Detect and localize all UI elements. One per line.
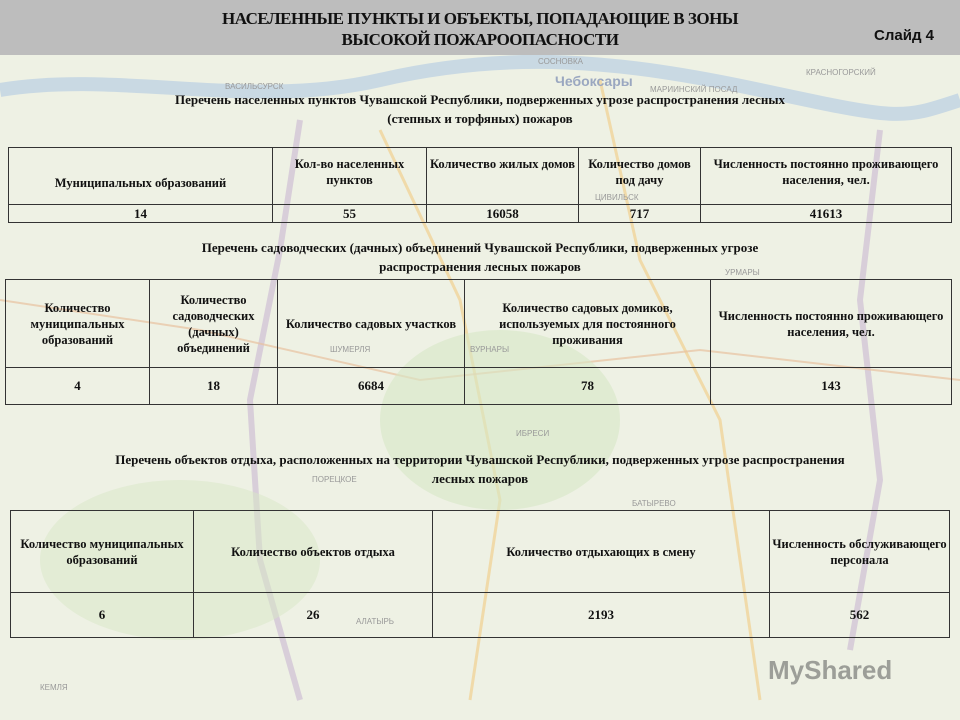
header-cell: Количество муниципальных образований	[11, 511, 194, 593]
header-cell: Количество домов под дачу	[579, 148, 701, 205]
caption-line: распространения лесных пожаров	[379, 259, 581, 274]
caption-line: лесных пожаров	[431, 471, 529, 486]
value-cell: 16058	[427, 205, 579, 223]
value-cell: 143	[711, 368, 952, 405]
map-label: СОСНОВКА	[538, 57, 583, 66]
title-line: НАСЕЛЕННЫЕ ПУНКТЫ И ОБЪЕКТЫ, ПОПАДАЮЩИЕ В ЗОНЫ	[221, 9, 739, 28]
value-cell: 78	[465, 368, 711, 405]
value-cell: 41613	[701, 205, 952, 223]
map-label: ИБРЕСИ	[516, 429, 550, 438]
header-cell: Количество садовых участков	[278, 280, 465, 368]
value-cell: 4	[6, 368, 150, 405]
value-cell: 14	[9, 205, 273, 223]
section1-caption	[60, 90, 900, 128]
header-cell: Количество муниципальных образований	[6, 280, 150, 368]
section3-caption	[20, 450, 940, 488]
value-cell: 562	[770, 593, 950, 638]
header-cell: Количество жилых домов	[427, 148, 579, 205]
map-label: АЛАТЫРЬ	[356, 617, 395, 626]
header-cell: Численность постоянно проживающего населения, чел.	[701, 148, 952, 205]
table-header-row	[6, 280, 952, 368]
caption-line: Перечень садоводческих (дачных) объединений Чувашской Республики, подверженных угрозе	[201, 240, 759, 255]
map-label: ВУРНАРЫ	[470, 345, 510, 354]
value-cell: 6	[11, 593, 194, 638]
map-label: КЕМЛЯ	[40, 683, 68, 692]
caption-line: (степных и торфяных) пожаров	[387, 111, 573, 126]
settlements-table	[8, 147, 952, 223]
slide-title	[120, 8, 840, 50]
title-line: ВЫСОКОЙ ПОЖАРООПАСНОСТИ	[341, 30, 619, 49]
header-cell: Количество объектов отдыха	[194, 511, 433, 593]
header-cell: Количество садоводческих (дачных) объединений	[150, 280, 278, 368]
map-label: ПОРЕЦКОЕ	[312, 475, 357, 484]
slide-number: Слайд 4	[874, 27, 934, 44]
map-label: ШУМЕРЛЯ	[330, 345, 371, 354]
value-cell: 18	[150, 368, 278, 405]
header-cell: Численность постоянно проживающего населения, чел.	[711, 280, 952, 368]
section2-caption	[60, 238, 900, 276]
value-cell: 6684	[278, 368, 465, 405]
header-cell: Количество садовых домиков, используемых для постоянного проживания	[465, 280, 711, 368]
table-row	[9, 205, 952, 223]
map-label: УРМАРЫ	[725, 268, 760, 277]
header-cell: Количество отдыхающих в смену	[433, 511, 770, 593]
value-cell: 26	[194, 593, 433, 638]
map-label: ВАСИЛЬСУРСК	[225, 82, 284, 91]
table-header-row	[11, 511, 950, 593]
map-label: КРАСНОГОРСКИЙ	[806, 68, 876, 77]
watermark-logo: MyShared	[768, 655, 893, 685]
header-cell: Муниципальных образований	[9, 148, 273, 205]
table-row	[11, 593, 950, 638]
table-row	[6, 368, 952, 405]
value-cell: 55	[273, 205, 427, 223]
map-label: МАРИИНСКИЙ ПОСАД	[650, 85, 738, 94]
recreation-table	[10, 510, 950, 638]
table-header-row	[9, 148, 952, 205]
value-cell: 717	[579, 205, 701, 223]
header-cell: Численность обслуживающего персонала	[770, 511, 950, 593]
caption-line: Перечень объектов отдыха, расположенных на территории Чувашской Республики, подверженных угрозе распространения	[115, 452, 845, 467]
caption-line: Перечень населенных пунктов Чувашской Республики, подверженных угрозе распространения лесных	[174, 92, 786, 107]
value-cell: 2193	[433, 593, 770, 638]
header-cell: Кол-во населенных пунктов	[273, 148, 427, 205]
map-label: ЦИВИЛЬСК	[595, 193, 639, 202]
gardening-table	[5, 279, 952, 405]
map-label: Чебоксары	[555, 73, 633, 89]
map-label: БАТЫРЕВО	[632, 499, 676, 508]
